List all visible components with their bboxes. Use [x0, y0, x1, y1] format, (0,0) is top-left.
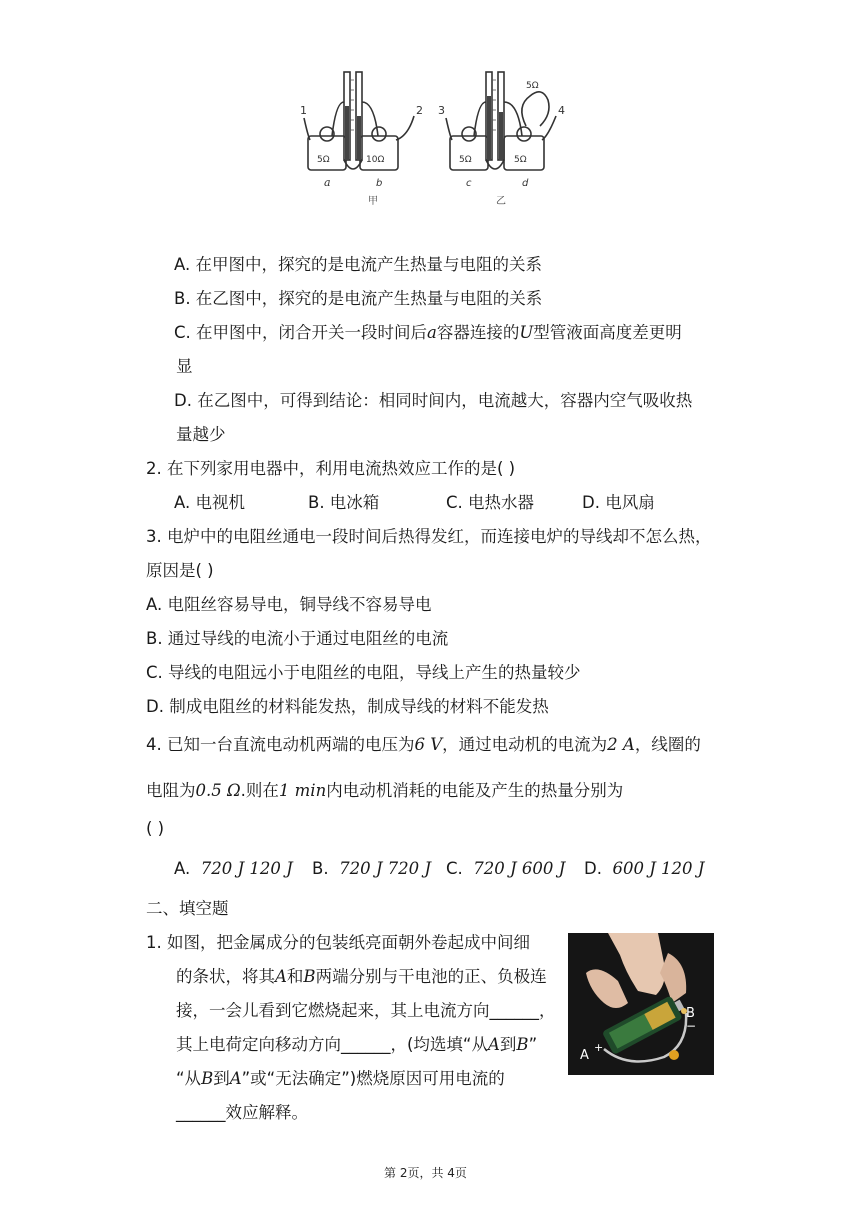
q3-stem-line2: 原因是( ) — [146, 561, 214, 580]
resistor-external-label: 5Ω — [526, 81, 539, 91]
q4-option-b-value: 720 J 720 J — [339, 859, 432, 878]
q4-l2-text-b: .则在 — [240, 781, 279, 800]
container-label-c: c — [466, 178, 472, 189]
fill1-line6: ______效应解释。 — [176, 1103, 308, 1122]
container-label-d: d — [522, 178, 529, 189]
q4-line3: ( ) — [146, 819, 165, 838]
fill1-l4-b: 到 — [499, 1035, 517, 1054]
resistor-b-label: 10Ω — [366, 155, 385, 165]
fill1-l4-var-a: A — [488, 1035, 500, 1054]
q4-current: 2 A — [607, 735, 635, 754]
fill1-l5-var-a: A — [229, 1069, 242, 1088]
photo-label-b: B — [686, 1006, 695, 1021]
q4-option-b — [312, 858, 431, 880]
fill1-line4 — [176, 1034, 537, 1056]
svg-text:+: + — [594, 1041, 604, 1054]
q4-option-b-label: B. — [312, 859, 329, 878]
q1-c-text-mid: 容器连接的 — [436, 323, 520, 342]
q1-option-b: B. 在乙图中，探究的是电流产生热量与电阻的关系 — [174, 289, 543, 308]
q4-time: 1 min — [278, 781, 327, 800]
fill1-l4-c: ” — [528, 1035, 538, 1054]
q4-voltage: 6 V — [414, 735, 443, 754]
q2-option-c: C. 电热水器 — [446, 493, 535, 512]
q3-option-d: D. 制成电阻丝的材料能发热，制成导线的材料不能发热 — [146, 697, 549, 716]
fill1-l5-c: ”或“无法确定”)燃烧原因可用电流的 — [241, 1069, 505, 1088]
q2-stem: 2. 在下列家用电器中，利用电流热效应工作的是( ) — [146, 459, 516, 478]
caption-yi: 乙 — [496, 196, 506, 207]
q1-option-d-line2: 量越少 — [176, 425, 226, 444]
fill1-line5 — [176, 1068, 505, 1090]
resistor-d-label: 5Ω — [514, 155, 527, 165]
resistor-a-label: 5Ω — [317, 155, 330, 165]
container-label-b: b — [376, 178, 383, 189]
q2-option-a: A. 电视机 — [174, 493, 245, 512]
fill1-l2-a: 的条状，将其 — [176, 967, 275, 986]
fill1-l5-a: “从 — [176, 1069, 202, 1088]
q3-option-c: C. 导线的电阻远小于电阻丝的电阻，导线上产生的热量较少 — [146, 663, 581, 682]
wire-label-2: 2 — [416, 104, 423, 117]
q3-stem-line1: 3. 电炉中的电阻丝通电一段时间后热得发红，而连接电炉的导线却不怎么热， — [146, 527, 712, 546]
fill1-l2-b: 和 — [286, 967, 304, 986]
fill1-l2-var-b: B — [303, 967, 316, 986]
q4-resistance: 0.5 Ω — [195, 781, 241, 800]
fill1-l4-var-b: B — [516, 1035, 529, 1054]
q3-option-a: A. 电阻丝容易导电，铜导线不容易导电 — [146, 595, 432, 614]
q1-option-a: A. 在甲图中，探究的是电流产生热量与电阻的关系 — [174, 255, 542, 274]
q4-l2-text-a: 电阻为 — [146, 781, 196, 800]
q1-c-var-a: a — [427, 323, 437, 342]
q4-option-c-value: 720 J 600 J — [473, 859, 566, 878]
fill1-l2-var-a: A — [275, 967, 287, 986]
q1-option-c-line2: 显 — [176, 357, 193, 376]
q4-option-d — [584, 858, 704, 880]
q2-option-b: B. 电冰箱 — [308, 493, 380, 512]
q4-option-a-label: A. — [174, 859, 191, 878]
q4-option-c — [446, 858, 565, 880]
q4-line1 — [146, 734, 701, 756]
caption-jia: 甲 — [368, 196, 378, 207]
svg-text:−: − — [686, 1019, 697, 1033]
q4-l1-text-c: ，线圈的 — [634, 735, 701, 754]
wire-label-4: 4 — [558, 104, 565, 117]
wire-label-1: 1 — [300, 104, 307, 117]
q4-option-d-value: 600 J 120 J — [612, 859, 705, 878]
battery-foil-photo — [568, 933, 714, 1075]
q4-l1-text-a: 4. 已知一台直流电动机两端的电压为 — [146, 735, 415, 754]
fill1-line1: 1. 如图，把金属成分的包装纸亮面朝外卷起成中间细 — [146, 933, 530, 952]
q1-c-text-pre: C. 在甲图中，闭合开关一段时间后 — [174, 323, 428, 342]
photo-label-a: A — [580, 1048, 589, 1063]
q4-option-a-value: 720 J 120 J — [200, 859, 293, 878]
q1-option-c-line1 — [174, 322, 682, 344]
fill1-l2-c: 两端分别与干电池的正、负极连 — [315, 967, 547, 986]
q4-option-d-label: D. — [584, 859, 602, 878]
q4-l2-text-c: 内电动机消耗的电能及产生的热量分别为 — [326, 781, 624, 800]
q4-option-c-label: C. — [446, 859, 463, 878]
resistor-c-label: 5Ω — [459, 155, 472, 165]
page-footer: 第 2页，共 4页 — [384, 1166, 467, 1180]
q1-option-d-line1: D. 在乙图中，可得到结论：相同时间内，电流越大，容器内空气吸收热 — [174, 391, 693, 410]
q4-l1-text-b: ，通过电动机的电流为 — [442, 735, 608, 754]
q4-line2 — [146, 780, 623, 802]
section-heading: 二、填空题 — [146, 899, 229, 918]
wire-label-3: 3 — [438, 104, 445, 117]
fill1-line2 — [176, 966, 547, 988]
q4-option-a — [174, 858, 293, 880]
fill1-line3: 接，一会儿看到它燃烧起来，其上电流方向______， — [176, 1001, 556, 1020]
fill1-l4-a: 其上电荷定向移动方向______，(均选填“从 — [176, 1035, 488, 1054]
container-label-a: a — [324, 176, 331, 189]
fill1-l5-b: 到 — [213, 1069, 230, 1088]
q1-c-text-post: 型管液面高度差更明 — [533, 323, 682, 342]
q3-option-b: B. 通过导线的电流小于通过电阻丝的电流 — [146, 629, 449, 648]
fill1-l5-var-b: B — [201, 1069, 214, 1088]
q2-option-d: D. 电风扇 — [582, 493, 655, 512]
q1-c-var-u: U — [519, 323, 534, 342]
joule-heating-apparatus-figure — [290, 66, 570, 216]
